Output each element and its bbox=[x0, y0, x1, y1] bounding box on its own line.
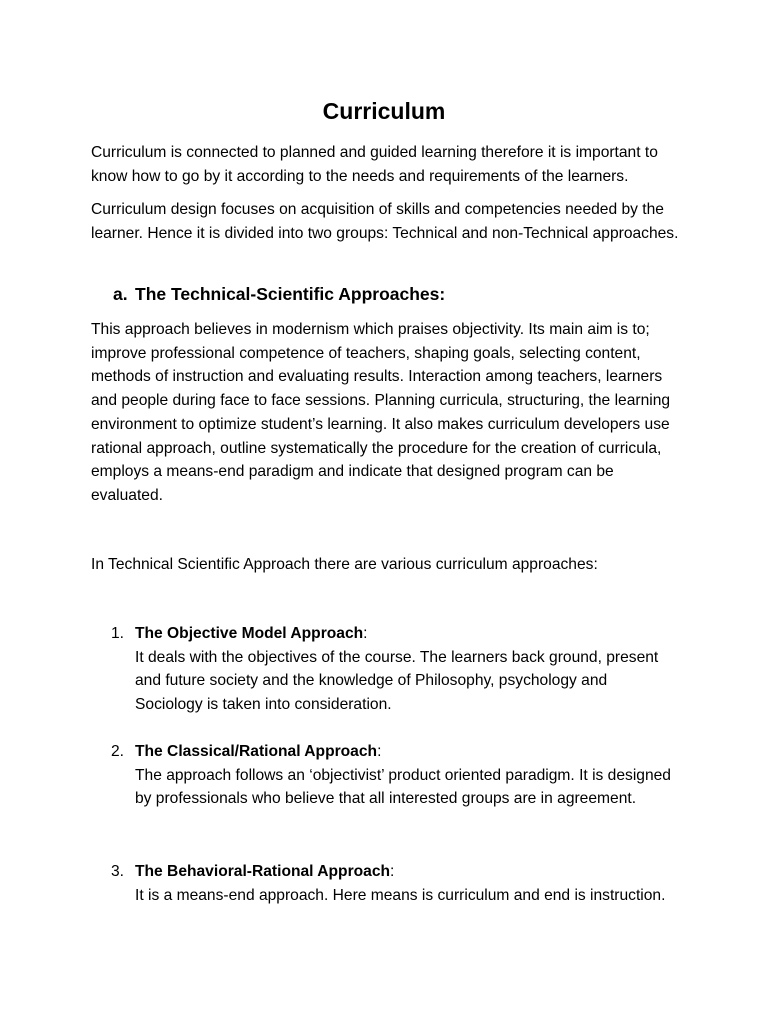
list-item bbox=[111, 860, 671, 907]
section-body-paragraph: This approach believes in modernism which praises objectivity. Its main aim is to; improve professional competence of teachers, shaping goals, selecting content, methods of instruction and evaluating results. Interaction among teachers, learners and people during face to face sessions. Planning curricula, structuring, the learning environment to optimize student’s learning. It also makes curriculum developers use rational approach, outline systematically the procedure for the creation of curricula, employs a means-end paradigm and indicate that designed program can be evaluated. bbox=[91, 321, 671, 504]
list-item-colon: : bbox=[390, 863, 395, 880]
list-item-text: The approach follows an ‘objectivist’ product oriented paradigm. It is designed by professionals who believe that all interested groups are in agreement. bbox=[135, 766, 671, 808]
list-item-title: The Objective Model Approach bbox=[135, 625, 364, 642]
intro-paragraph: Curriculum is connected to planned and guided learning therefore it is important to know how to go by it according to the needs and requirements of the learners. bbox=[91, 144, 658, 185]
list-item-title: The Classical/Rational Approach bbox=[135, 743, 378, 760]
section-heading bbox=[113, 281, 445, 307]
list-item-text: It is a means-end approach. Here means is curriculum and end is instruction. bbox=[135, 886, 666, 904]
page-title: Curriculum bbox=[322, 98, 446, 124]
list-item-text: It deals with the objectives of the course. The learners back ground, present and future society and the knowledge of Philosophy, psychology and Sociology is taken into consideration. bbox=[135, 648, 659, 714]
list-item-colon: : bbox=[363, 625, 368, 642]
approaches-intro-paragraph: In Technical Scientific Approach there are various curriculum approaches: bbox=[91, 556, 598, 573]
section-marker: a. bbox=[113, 284, 128, 304]
section-heading-text: The Technical-Scientific Approaches: bbox=[135, 284, 446, 304]
list-item bbox=[111, 622, 671, 717]
list-item-number: 3. bbox=[111, 863, 125, 880]
list-item-title: The Behavioral-Rational Approach bbox=[135, 863, 391, 880]
list-item-number: 2. bbox=[111, 743, 125, 760]
list-item-number: 1. bbox=[111, 625, 125, 642]
design-paragraph: Curriculum design focuses on acquisition of skills and competencies needed by the learner. Hence it is divided into two groups: Technical and non-Technical approaches. bbox=[91, 201, 679, 242]
list-item-colon: : bbox=[377, 743, 382, 760]
list-item bbox=[111, 740, 671, 811]
